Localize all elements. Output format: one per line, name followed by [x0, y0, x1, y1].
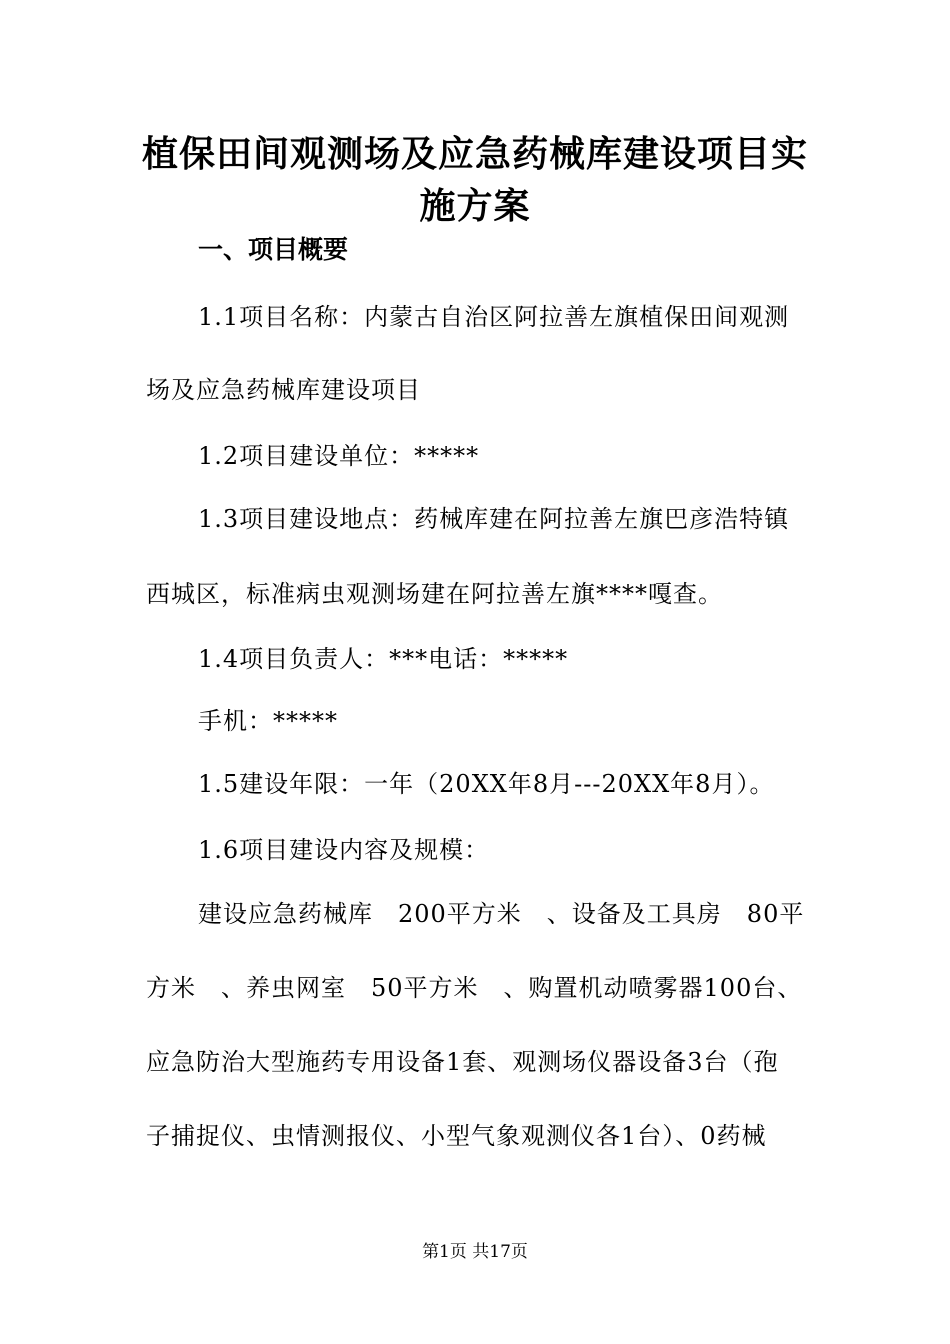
paragraph-line: 方米 、养虫网室 50平方米 、购置机动喷雾器100台、 — [146, 974, 803, 1002]
paragraph-line: 手机：***** — [198, 707, 338, 735]
paragraph-line: 1.2项目建设单位：***** — [198, 442, 480, 470]
paragraph-line: 1.4项目负责人：***电话：***** — [198, 645, 569, 673]
paragraph-line: 应急防治大型施药专用设备1套、观测场仪器设备3台（孢 — [146, 1048, 779, 1076]
paragraph-line: 场及应急药械库建设项目 — [146, 376, 421, 404]
paragraph-line: 1.6项目建设内容及规模： — [198, 836, 490, 864]
paragraph-line: 建设应急药械库 200平方米 、设备及工具房 80平 — [198, 900, 805, 928]
paragraph-line: 子捕捉仪、虫情测报仪、小型气象观测仪各1台）、0药械 — [146, 1122, 767, 1150]
paragraph-line: 西城区，标准病虫观测场建在阿拉善左旗****嘎查。 — [146, 580, 723, 608]
section-heading: 一、项目概要 — [198, 235, 349, 264]
paragraph-line: 1.5建设年限：一年（20XX年8月---20XX年8月）。 — [198, 770, 775, 798]
paragraph-line: 1.3项目建设地点：药械库建在阿拉善左旗巴彦浩特镇 — [198, 505, 790, 533]
document-title-line-2: 施方案 — [419, 185, 531, 227]
page-footer: 第1页 共17页 — [422, 1242, 528, 1262]
paragraph-line: 1.1项目名称：内蒙古自治区阿拉善左旗植保田间观测 — [198, 303, 790, 331]
document-title-line-1: 植保田间观测场及应急药械库建设项目实 — [141, 133, 808, 175]
